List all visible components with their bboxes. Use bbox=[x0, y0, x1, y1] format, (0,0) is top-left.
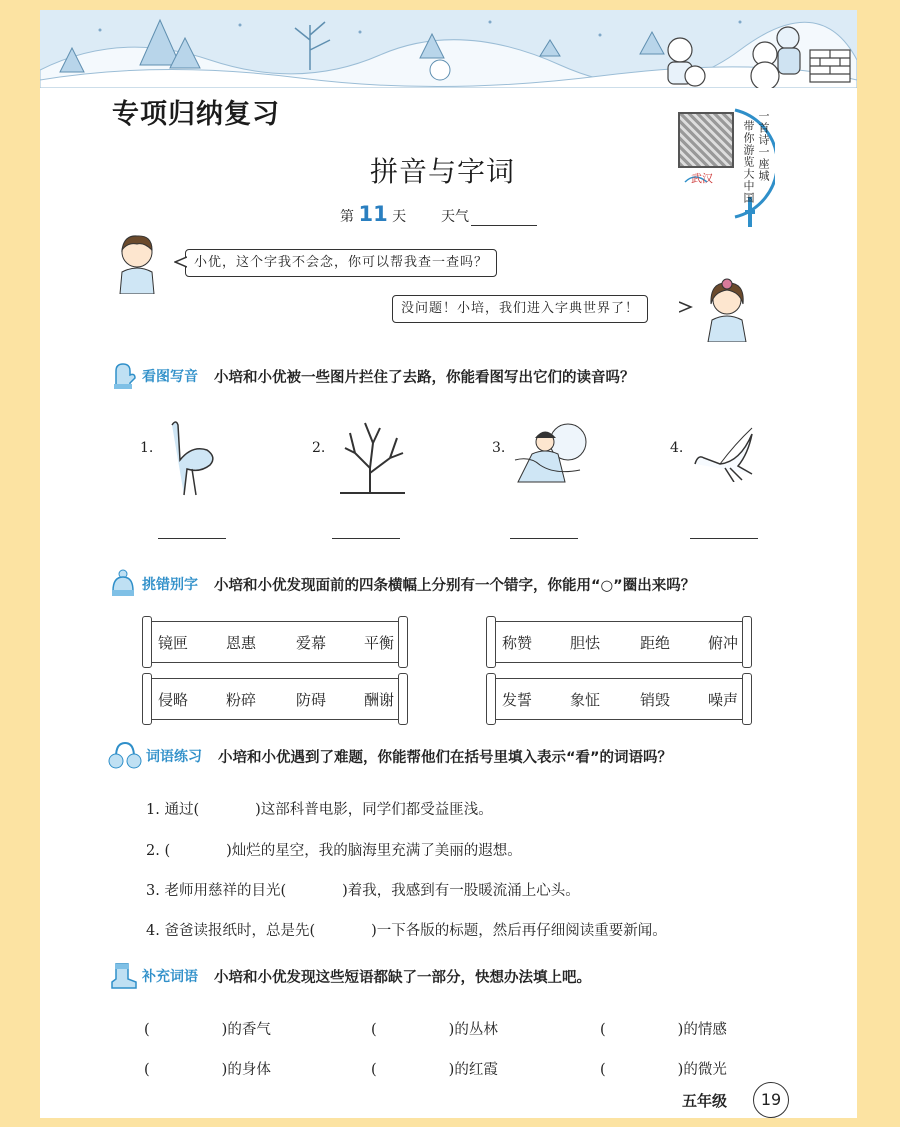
sentence-3-end: )着我，我感到有一股暖流涌上心头。 bbox=[342, 883, 580, 899]
banner-cap-right bbox=[742, 673, 752, 725]
section-1-label: 看图写音 bbox=[142, 369, 198, 385]
answer-line-2[interactable] bbox=[332, 538, 400, 539]
banner-word[interactable]: 侵略 bbox=[158, 691, 189, 709]
phrase-2-text: )的丛林 bbox=[448, 1022, 498, 1038]
banner-cap-left bbox=[142, 673, 152, 725]
section-2-instruction: 小培和小优发现面前的四条横幅上分别有一个错字，你能用“○”圈出来吗？ bbox=[214, 577, 696, 594]
picture-2-number: 2. bbox=[312, 440, 326, 456]
open-paren: ( bbox=[600, 1062, 606, 1078]
bubble-tail-right bbox=[679, 300, 693, 314]
banner-2 bbox=[494, 621, 744, 663]
phrase-2[interactable] bbox=[371, 1018, 498, 1039]
banner-1 bbox=[150, 621, 400, 663]
open-paren: ( bbox=[371, 1062, 377, 1078]
picture-1-number: 1. bbox=[140, 440, 154, 456]
section-4-instruction: 小培和小优发现这些短语都缺了一部分，快想办法填上吧。 bbox=[214, 969, 591, 986]
crane-icon bbox=[690, 424, 758, 482]
sentence-2-end: )灿烂的星空，我的脑海里充满了美丽的遐想。 bbox=[226, 843, 522, 859]
banner-word[interactable]: 俯冲 bbox=[708, 634, 739, 652]
answer-line-1[interactable] bbox=[158, 538, 226, 539]
sentence-3 bbox=[146, 879, 580, 900]
banner-word[interactable]: 发誓 bbox=[502, 691, 533, 709]
sentence-2-start: 2. ( bbox=[146, 843, 171, 859]
banner-word[interactable]: 象怔 bbox=[570, 691, 601, 709]
page-title: 拼音与字词 bbox=[370, 155, 516, 188]
weather-answer-line[interactable] bbox=[471, 211, 537, 226]
banner-cap-left bbox=[486, 616, 496, 668]
open-paren: ( bbox=[144, 1022, 150, 1038]
day-weather-line bbox=[340, 202, 537, 226]
section-title: 专项归纳复习 bbox=[112, 99, 280, 130]
open-paren: ( bbox=[144, 1062, 150, 1078]
sentence-2 bbox=[146, 839, 522, 860]
open-paren: ( bbox=[600, 1022, 606, 1038]
banner-cap-right bbox=[398, 616, 408, 668]
banner-word[interactable]: 噪声 bbox=[708, 691, 739, 709]
day-number: 11 bbox=[358, 202, 388, 226]
day-suffix: 天 bbox=[392, 209, 407, 225]
page-number: 19 bbox=[753, 1082, 789, 1118]
banner-cap-left bbox=[142, 616, 152, 668]
phrase-5[interactable] bbox=[371, 1058, 498, 1079]
goddess-moon-icon bbox=[510, 420, 590, 490]
banner-4 bbox=[494, 678, 744, 720]
picture-3-number: 3. bbox=[492, 440, 506, 456]
winter-banner-illustration bbox=[40, 10, 857, 88]
section-2-label: 挑错别字 bbox=[142, 577, 198, 593]
sentence-1-end: )这部科普电影，同学们都受益匪浅。 bbox=[255, 802, 493, 818]
section-complete-phrases bbox=[108, 960, 591, 992]
banner-word[interactable]: 平衡 bbox=[364, 634, 395, 652]
weather-label: 天气 bbox=[441, 209, 470, 225]
banner-word[interactable]: 距绝 bbox=[640, 634, 671, 652]
phrase-5-text: )的红霞 bbox=[448, 1062, 498, 1078]
boot-icon bbox=[108, 961, 138, 991]
banner-word[interactable]: 恩惠 bbox=[226, 634, 257, 652]
section-3-label: 词语练习 bbox=[146, 749, 202, 765]
grade-label: 五年级 bbox=[682, 1092, 728, 1110]
winter-hat-icon bbox=[108, 569, 138, 599]
phrase-1[interactable] bbox=[144, 1018, 271, 1039]
section-1-instruction: 小培和小优被一些图片拦住了去路，你能看图写出它们的读音吗？ bbox=[214, 369, 635, 386]
sentence-3-start: 3. 老师用慈祥的目光( bbox=[146, 883, 287, 899]
section-4-label: 补充词语 bbox=[142, 969, 198, 985]
banner-word[interactable]: 粉碎 bbox=[226, 691, 257, 709]
qr-code[interactable] bbox=[678, 112, 734, 168]
girl-speech-bubble: 没问题！小培，我们进入字典世界了！ bbox=[392, 295, 648, 323]
sentence-4-end: )一下各版的标题，然后再仔细阅读重要新闻。 bbox=[371, 923, 667, 939]
phrase-6-text: )的微光 bbox=[677, 1062, 727, 1078]
phrase-4-text: )的身体 bbox=[221, 1062, 271, 1078]
banner-word[interactable]: 销毁 bbox=[640, 691, 671, 709]
girl-character-icon bbox=[702, 278, 752, 342]
boy-character-icon bbox=[112, 232, 162, 294]
banner-cap-right bbox=[742, 616, 752, 668]
banner-word[interactable]: 防碍 bbox=[296, 691, 327, 709]
phrase-3[interactable] bbox=[600, 1018, 727, 1039]
day-prefix: 第 bbox=[340, 209, 354, 225]
answer-line-3[interactable] bbox=[510, 538, 578, 539]
sentence-1 bbox=[146, 798, 493, 819]
section-3-instruction: 小培和小优遇到了难题，你能帮他们在括号里填入表示“看”的词语吗？ bbox=[218, 749, 673, 766]
bubble-tail-left bbox=[174, 255, 187, 269]
ostrich-icon bbox=[162, 415, 222, 500]
banner-word[interactable]: 称赞 bbox=[502, 634, 533, 652]
banner-word[interactable]: 爱幕 bbox=[296, 634, 327, 652]
phrase-6[interactable] bbox=[600, 1058, 727, 1079]
banner-3 bbox=[150, 678, 400, 720]
sentence-1-start: 1. 通过( bbox=[146, 802, 200, 818]
qr-city-label: 武汉 bbox=[691, 172, 713, 185]
phrase-3-text: )的情感 bbox=[677, 1022, 727, 1038]
phrase-4[interactable] bbox=[144, 1058, 271, 1079]
qr-slogan-2: 带你游览大中国 bbox=[742, 120, 755, 204]
workbook-page bbox=[40, 10, 857, 1118]
banner-cap-left bbox=[486, 673, 496, 725]
section-find-wrong-characters bbox=[108, 568, 695, 600]
boy-speech-bubble: 小优，这个字我不会念，你可以帮我查一查吗？ bbox=[185, 249, 497, 277]
banner-cap-right bbox=[398, 673, 408, 725]
qr-slogan-1: 一首诗一座城 bbox=[757, 110, 770, 182]
section-word-practice bbox=[108, 740, 672, 772]
sentence-4 bbox=[146, 919, 667, 940]
open-paren: ( bbox=[371, 1022, 377, 1038]
banner-word[interactable]: 镜匣 bbox=[158, 634, 189, 652]
mitten-icon bbox=[108, 361, 138, 391]
coral-icon bbox=[335, 413, 410, 495]
section-look-and-write bbox=[108, 360, 635, 392]
picture-4-number: 4. bbox=[670, 440, 684, 456]
banner-word[interactable]: 胆怯 bbox=[570, 634, 601, 652]
sentence-4-start: 4. 爸爸读报纸时，总是先( bbox=[146, 923, 316, 939]
banner-word[interactable]: 酬谢 bbox=[364, 691, 395, 709]
phrase-1-text: )的香气 bbox=[221, 1022, 271, 1038]
answer-line-4[interactable] bbox=[690, 538, 758, 539]
earmuffs-icon bbox=[108, 741, 142, 771]
